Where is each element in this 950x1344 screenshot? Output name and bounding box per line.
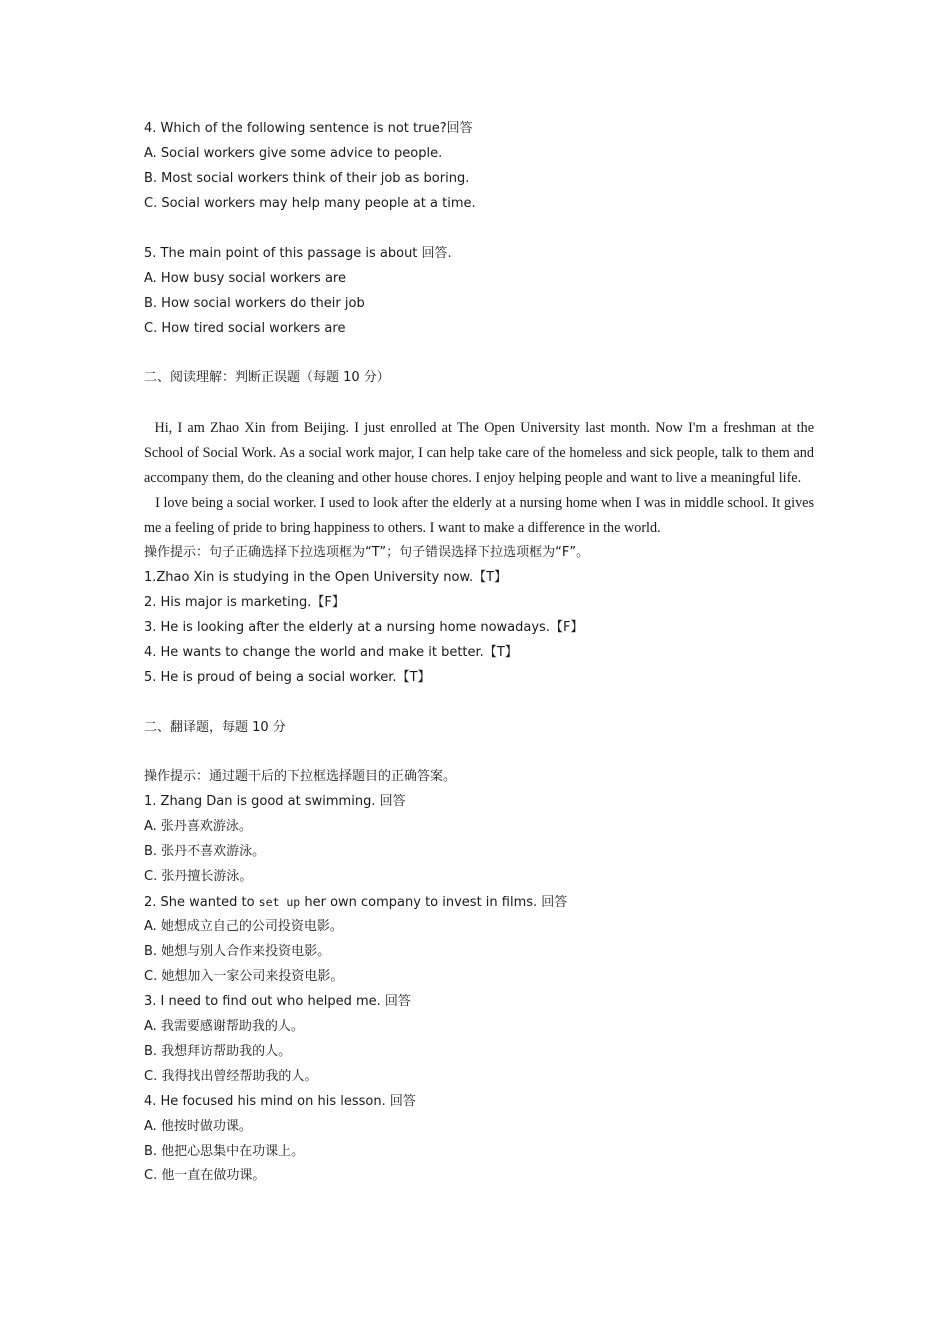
option-c: C. 她想加入一家公司来投资电影。 [144,968,344,984]
option-a: A. 她想成立自己的公司投资电影。 [144,919,343,935]
question-stem: 3. I need to find out who helped me. 回答 [144,993,411,1009]
option-a: A. How busy social workers are [144,270,346,286]
question-stem: 4. He focused his mind on his lesson. 回答 [144,1093,416,1109]
option-b: B. How social workers do their job [144,295,365,311]
question-4 [144,117,814,217]
option-c: C. 张丹擅长游泳。 [144,869,253,885]
instruction-hint: 操作提示：通过题干后的下拉框选择题目的正确答案。 [144,769,457,785]
translation-question-1 [144,790,814,890]
translation-question-2 [144,890,814,990]
option-b: B. 我想拜访帮助我的人。 [144,1043,292,1059]
question-stem [144,890,814,915]
spacer [144,391,814,416]
statement-5: 5. He is proud of being a social worker.【T】 [144,669,431,685]
option-a: A. 他按时做功课。 [144,1118,252,1134]
spacer [144,691,814,716]
passage-paragraph-1: Hi, I am Zhao Xin from Beijing. I just enrolled at The Open University last month. Now I'm a freshman at the School of Social Work. As a social work major, I can help take care of the homeless and sick people, talk to them and accompany them, do the cleaning and other house chores. I enjoy helping people and want to live a meaningful life. [144,420,818,487]
option-a: A. 张丹喜欢游泳。 [144,819,252,835]
translation-question-4 [144,1090,814,1190]
option-a: A. 我需要感谢帮助我的人。 [144,1018,304,1034]
translation-question-3 [144,990,814,1090]
spacer [144,341,814,366]
stem-text: 2. She wanted to [144,895,259,911]
option-c: C. Social workers may help many people at a time. [144,195,476,211]
document-page [144,117,818,1189]
option-b: B. 她想与别人合作来投资电影。 [144,944,331,960]
statement-2: 2. His major is marketing.【F】 [144,594,345,610]
section-heading-translation: 二、翻译题，每题 10 分 [144,719,286,735]
instruction-hint: 操作提示：句子正确选择下拉选项框为“T”；句子错误选择下拉选项框为“F”。 [144,545,590,561]
question-stem: 1. Zhang Dan is good at swimming. 回答 [144,794,406,810]
stem-text: her own company to invest in films. 回答 [300,895,568,911]
statement-3: 3. He is looking after the elderly at a nursing home nowadays.【F】 [144,619,584,635]
option-c: C. 他一直在做功课。 [144,1168,266,1184]
statement-4: 4. He wants to change the world and make it better.【T】 [144,644,518,660]
question-5 [144,242,814,342]
option-c: C. How tired social workers are [144,320,346,336]
question-stem: 5. The main point of this passage is about 回答. [144,245,452,261]
option-a: A. Social workers give some advice to people. [144,145,443,161]
statement-1: 1.Zhao Xin is studying in the Open University now.【T】 [144,569,508,585]
question-stem: 4. Which of the following sentence is not true?回答 [144,121,473,136]
section-heading-reading: 二、阅读理解：判断正误题（每题 10 分） [144,370,390,386]
spacer [144,217,814,242]
spacer [144,741,814,766]
option-b: B. Most social workers think of their job as boring. [144,170,470,186]
option-b: B. 张丹不喜欢游泳。 [144,844,266,860]
stem-code-phrase: set up [258,895,301,910]
option-b: B. 他把心思集中在功课上。 [144,1143,305,1159]
option-c: C. 我得找出曾经帮助我的人。 [144,1068,318,1084]
passage-paragraph-2: I love being a social worker. I used to look after the elderly at a nursing home when I was in middle school. It gives me a feeling of pride to bring happiness to others. I want to make a difference in the world. [144,495,818,537]
